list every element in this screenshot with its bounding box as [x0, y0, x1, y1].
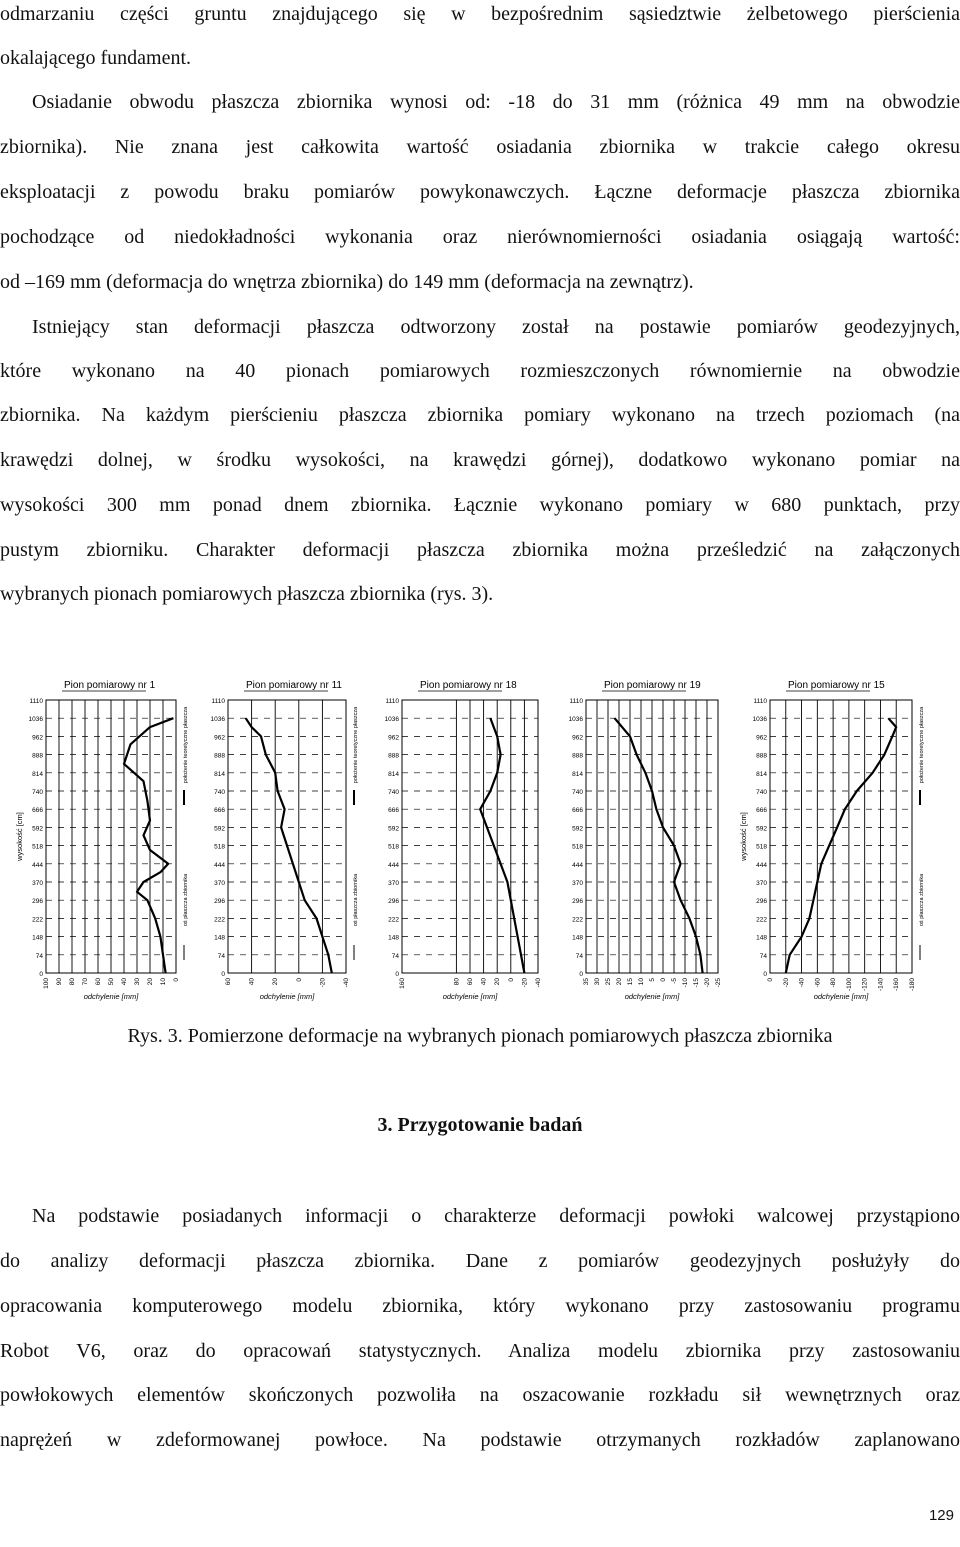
y-tick-label: 962: [32, 734, 43, 742]
y-tick-label: 148: [756, 934, 767, 942]
y-tick-label: 296: [572, 898, 583, 906]
y-tick-label: 888: [572, 752, 583, 760]
chart-panel-3: [385, 680, 542, 1001]
chart-title: Pion pomiarowy nr 15: [788, 680, 885, 691]
x-tick-label: 80: [69, 978, 76, 986]
y-tick-label: 962: [214, 734, 225, 742]
y-tick-label: 370: [214, 880, 225, 887]
y-tick-label: 888: [388, 752, 399, 760]
paragraph-4-line-1: Na podstawie posiadanych informacji o charakterze deformacji powłoki walcowej przystąpiono: [32, 1205, 960, 1227]
paragraph-3-line-3: zbiornika. Na każdym pierścieniu płaszcza zbiornika pomiary wykonano na trzech poziomach (na: [0, 404, 960, 426]
x-tick-label: 15: [627, 978, 634, 986]
paragraph-4-line-6: naprężeń w zdeformowanej powłoce. Na podstawie otrzymanych rozkładów zaplanowano: [0, 1429, 960, 1451]
y-tick-label: 518: [756, 843, 767, 851]
paragraph-4-line-4: Robot V6, oraz do opracowań statystycznych. Analiza modelu zbiornika przy zastosowaniu: [0, 1340, 960, 1362]
y-axis-label: wysokość [cm]: [739, 812, 748, 861]
section-heading: 3. Przygotowanie badań: [377, 1114, 583, 1136]
x-tick-label: -15: [693, 978, 700, 988]
y-tick-label: 148: [32, 934, 43, 942]
y-tick-label: 74: [217, 952, 225, 960]
x-tick-label: 20: [616, 978, 623, 986]
y-tick-label: 0: [395, 971, 399, 978]
x-tick-label: 60: [95, 978, 102, 986]
y-tick-label: 518: [214, 843, 225, 851]
y-tick-label: 296: [756, 898, 767, 906]
y-tick-label: 444: [32, 861, 43, 869]
x-tick-label: 10: [160, 978, 167, 986]
y-tick-label: 666: [572, 807, 583, 815]
x-tick-label: -120: [861, 978, 869, 992]
y-tick-label: 444: [572, 861, 583, 869]
x-tick-label: -20: [521, 978, 529, 988]
y-tick-label: 962: [388, 734, 399, 742]
chart-title: Pion pomiarowy nr 19: [604, 680, 701, 691]
x-tick-label: -25: [715, 978, 722, 988]
y-tick-label: 888: [756, 752, 767, 760]
y-tick-label: 814: [214, 770, 225, 778]
page-number: 129: [928, 1507, 954, 1524]
paragraph-3-line-2: które wykonano na 40 pionach pomiarowych rozmieszczonych równomiernie na obwodzie: [0, 360, 960, 382]
x-tick-label: -5: [671, 978, 678, 984]
x-tick-label: 60: [225, 978, 232, 986]
chart-panel-1: [15, 680, 189, 1001]
x-tick-label: 20: [494, 978, 502, 986]
y-axis-label: wysokość [cm]: [15, 812, 24, 861]
y-tick-label: 74: [391, 952, 399, 960]
x-tick-label: -20: [319, 978, 327, 988]
y-tick-label: 296: [214, 898, 225, 906]
figure-deformation-plots: [0, 660, 960, 1010]
y-tick-label: 666: [756, 807, 767, 815]
y-tick-label: 518: [572, 843, 583, 851]
x-tick-label: -160: [893, 978, 901, 992]
y-tick-label: 666: [214, 807, 225, 815]
y-tick-label: 814: [32, 770, 43, 778]
y-tick-label: 592: [32, 825, 43, 833]
x-tick-label: -80: [830, 978, 838, 988]
x-tick-label: -100: [845, 978, 853, 992]
y-tick-label: 666: [32, 807, 43, 815]
x-tick-label: 0: [295, 978, 303, 982]
y-tick-label: 666: [388, 807, 399, 815]
y-tick-label: 74: [759, 952, 767, 960]
x-tick-label: -40: [535, 978, 542, 988]
paragraph-2-line-2: zbiornika). Nie znana jest całkowita wartość osiadania zbiornika w trakcie całego okresu: [0, 136, 960, 158]
legend-label: położenie teoretyczne płaszcza: [183, 706, 189, 784]
y-tick-label: 1110: [385, 698, 399, 705]
x-tick-label: -180: [909, 978, 916, 992]
x-axis-label: odchylenie [mm]: [442, 992, 498, 1001]
y-tick-label: 592: [214, 825, 225, 833]
x-tick-label: 70: [82, 978, 89, 986]
legend-label: położenie teoretyczne płaszcza: [353, 706, 359, 784]
x-tick-label: 20: [147, 978, 154, 986]
y-tick-label: 814: [388, 770, 399, 778]
x-tick-label: -60: [814, 978, 822, 988]
y-tick-label: 740: [32, 789, 43, 796]
y-tick-label: 148: [572, 934, 583, 942]
x-tick-label: 0: [507, 978, 515, 982]
y-tick-label: 592: [572, 825, 583, 833]
y-tick-label: 1036: [210, 716, 225, 724]
y-tick-label: 370: [572, 880, 583, 887]
chart-panel-5: [739, 680, 925, 1001]
x-tick-label: 30: [594, 978, 601, 986]
paragraph-2-line-3: eksploatacji z powodu braku pomiarów powykonawczych. Łączne deformacje płaszcza zbiornika: [0, 181, 960, 203]
y-tick-label: 962: [756, 734, 767, 742]
y-tick-label: 148: [214, 934, 225, 942]
chart-frame: [228, 700, 346, 973]
y-tick-label: 0: [221, 971, 225, 978]
y-tick-label: 518: [388, 843, 399, 851]
x-tick-label: 160: [399, 978, 406, 989]
y-tick-label: 444: [214, 861, 225, 869]
x-axis-label: odchylenie [mm]: [83, 992, 139, 1001]
x-tick-label: -40: [798, 978, 806, 988]
legend-label: oś płaszcza zbiornika: [353, 873, 359, 927]
paragraph-1-line-2: okalającego fundament.: [0, 47, 192, 69]
y-tick-label: 1110: [211, 698, 225, 705]
x-tick-label: 90: [56, 978, 63, 986]
y-tick-label: 222: [214, 916, 225, 924]
y-tick-label: 1036: [568, 716, 583, 724]
x-tick-label: 40: [480, 978, 488, 986]
y-tick-label: 296: [32, 898, 43, 906]
y-tick-label: 370: [388, 880, 399, 887]
paragraph-3-line-5: wysokości 300 mm ponad dnem zbiornika. Łącznie wykonano pomiary w 680 punktach, przy: [0, 494, 960, 516]
y-tick-label: 444: [756, 861, 767, 869]
x-tick-label: -40: [343, 978, 350, 988]
y-tick-label: 0: [763, 971, 767, 978]
x-tick-label: 5: [649, 978, 656, 982]
y-tick-label: 814: [572, 770, 583, 778]
y-tick-label: 1036: [752, 716, 767, 724]
y-tick-label: 0: [579, 971, 583, 978]
y-tick-label: 0: [39, 971, 43, 978]
figure-caption: Rys. 3. Pomierzone deformacje na wybranych pionach pomiarowych płaszcza zbiornika: [127, 1025, 833, 1047]
paragraph-1-line-1: odmarzaniu części gruntu znajdującego się w bezpośrednim sąsiedztwie żelbetowego pierścienia: [0, 3, 960, 25]
x-tick-label: 50: [108, 978, 115, 986]
y-tick-label: 592: [388, 825, 399, 833]
legend-label: oś płaszcza zbiornika: [919, 873, 925, 927]
y-tick-label: 814: [756, 770, 767, 778]
y-tick-label: 740: [388, 789, 399, 796]
legend-label: oś płaszcza zbiornika: [183, 873, 189, 927]
x-tick-label: 0: [767, 978, 774, 982]
x-axis-label: odchylenie [mm]: [624, 992, 680, 1001]
y-tick-label: 1110: [569, 698, 583, 705]
paragraph-4-line-3: opracowania komputerowego modelu zbiornika, który wykonano przy zastosowaniu programu: [0, 1295, 960, 1317]
y-tick-label: 740: [572, 789, 583, 796]
y-tick-label: 1110: [753, 698, 767, 705]
x-tick-label: 60: [467, 978, 474, 986]
chart-title: Pion pomiarowy nr 1: [64, 680, 156, 691]
x-tick-label: 20: [272, 978, 280, 986]
y-tick-label: 740: [756, 789, 767, 796]
y-tick-label: 370: [32, 880, 43, 887]
paragraph-3-line-4: krawędzi dolnej, w środku wysokości, na krawędzi górnej), dodatkowo wykonano pomiar na: [0, 449, 960, 471]
y-tick-label: 222: [572, 916, 583, 924]
y-tick-label: 1036: [384, 716, 399, 724]
y-tick-label: 592: [756, 825, 767, 833]
paragraph-4-line-2: do analizy deformacji płaszcza zbiornika. Dane z pomiarów geodezyjnych posłużyły do: [0, 1250, 960, 1272]
x-tick-label: 0: [173, 978, 180, 982]
legend-label: położenie teoretyczne płaszcza: [919, 706, 925, 784]
paragraph-3-line-6: pustym zbiorniku. Charakter deformacji płaszcza zbiornika można prześledzić na załączonych: [0, 539, 960, 561]
x-tick-label: 30: [134, 978, 141, 986]
x-axis-label: odchylenie [mm]: [813, 992, 869, 1001]
y-tick-label: 962: [572, 734, 583, 742]
x-tick-label: 80: [453, 978, 461, 986]
x-axis-label: odchylenie [mm]: [259, 992, 315, 1001]
y-tick-label: 888: [214, 752, 225, 760]
chart-title: Pion pomiarowy nr 18: [420, 680, 517, 691]
y-tick-label: 222: [756, 916, 767, 924]
y-tick-label: 518: [32, 843, 43, 851]
chart-panel-2: [211, 680, 359, 1001]
y-tick-label: 74: [35, 952, 43, 960]
y-tick-label: 370: [756, 880, 767, 887]
paragraph-2-line-1: Osiadanie obwodu płaszcza zbiornika wynosi od: -18 do 31 mm (różnica 49 mm na obwodzie: [32, 91, 960, 113]
paragraph-3-line-1: Istniejący stan deformacji płaszcza odtworzony został na postawie pomiarów geodezyjnych,: [32, 316, 960, 338]
x-tick-label: 25: [605, 978, 612, 986]
x-tick-label: 100: [43, 978, 50, 989]
deformation-charts-svg: [0, 660, 960, 1010]
y-tick-label: 222: [32, 916, 43, 924]
y-tick-label: 296: [388, 898, 399, 906]
y-tick-label: 740: [214, 789, 225, 796]
y-tick-label: 222: [388, 916, 399, 924]
paragraph-2-line-5: od –169 mm (deformacja do wnętrza zbiornika) do 149 mm (deformacja na zewnątrz).: [0, 271, 694, 293]
y-tick-label: 148: [388, 934, 399, 942]
y-tick-label: 74: [575, 952, 583, 960]
x-tick-label: -20: [704, 978, 711, 988]
x-tick-label: 0: [660, 978, 667, 982]
paragraph-3-line-7: wybranych pionach pomiarowych płaszcza zbiornika (rys. 3).: [0, 583, 494, 605]
x-tick-label: -10: [682, 978, 689, 988]
y-tick-label: 444: [388, 861, 399, 869]
x-tick-label: -20: [782, 978, 790, 988]
paragraph-4-line-5: powłokowych elementów skończonych pozwoliła na oszacowanie rozkładu sił wewnętrznych oraz: [0, 1384, 960, 1406]
y-tick-label: 1036: [28, 716, 43, 724]
x-tick-label: 40: [121, 978, 128, 986]
paragraph-2-line-4: pochodzące od niedokładności wykonania oraz nierównomierności osiadania osiągają wartość:: [0, 226, 960, 248]
x-tick-label: 10: [638, 978, 645, 986]
chart-panel-4: [569, 680, 722, 1001]
chart-title: Pion pomiarowy nr 11: [246, 680, 342, 691]
y-tick-label: 1110: [29, 698, 43, 705]
x-tick-label: 40: [248, 978, 256, 986]
y-tick-label: 888: [32, 752, 43, 760]
x-tick-label: 35: [583, 978, 590, 986]
x-tick-label: -140: [877, 978, 885, 992]
